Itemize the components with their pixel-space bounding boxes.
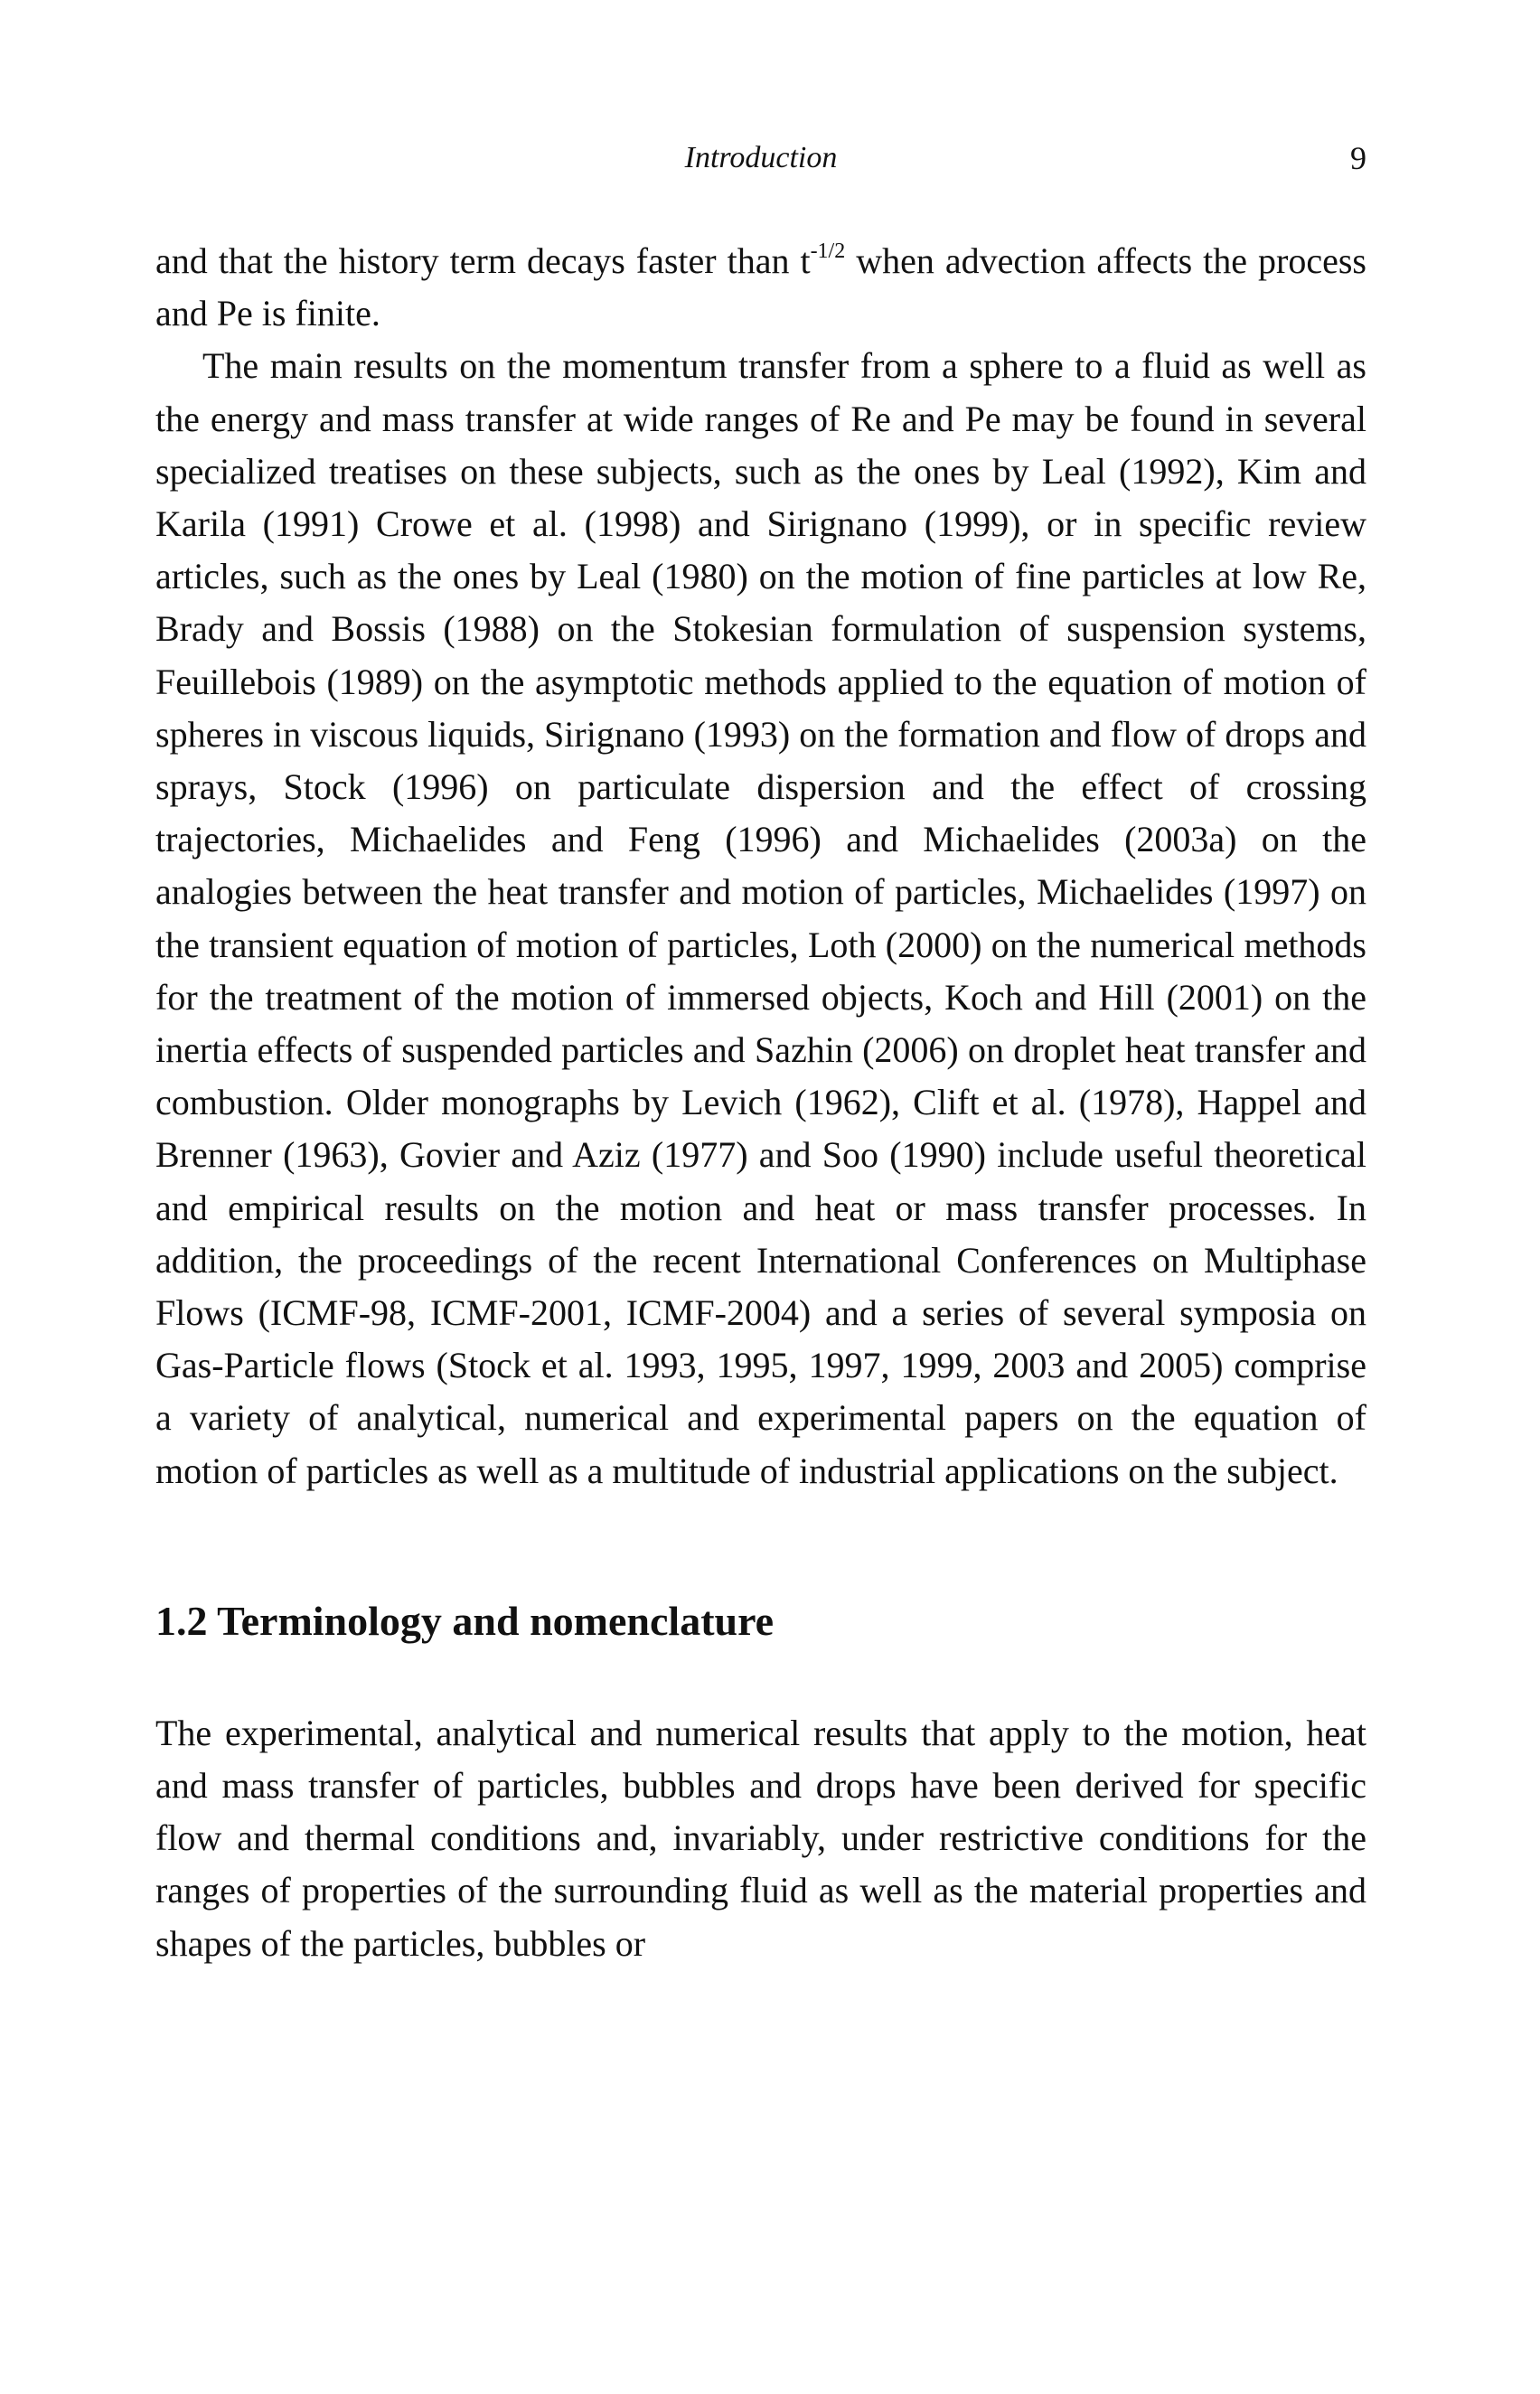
running-header: [155, 136, 1366, 181]
paragraph-terminology: The experimental, analytical and numerical results that apply to the motion, heat and mass transfer of particles, bubbles and drops have been derived for specific flow and thermal conditions and, invariably, under restrictive conditions for the ranges of properties of the surrounding fluid as well as the material properties and shapes of the particles, bubbles or: [155, 1712, 1366, 1964]
page-body: [155, 235, 1366, 1970]
paragraph-literature-review: The main results on the momentum transfer from a sphere to a fluid as well as the energy and mass transfer at wide ranges of Re and Pe may be found in several specialized treatises on these subjects, such as the ones by Leal (1992), Kim and Karila (1991) Crowe et al. (1998) and Sirignano (1999), or in specific review articles, such as the ones by Leal (1980) on the motion of fine particles at low Re, Brady and Bossis (1988) on the Stokesian formulation of suspension systems, Feuillebois (1989) on the asymptotic methods applied to the equation of motion of spheres in viscous liquids, Sirignano (1993) on the formation and flow of drops and sprays, Stock (1996) on particulate dispersion and the effect of crossing trajectories, Michaelides and Feng (1996) and Michaelides (2003a) on the analogies between the heat transfer and motion of particles, Michaelides (1997) on the transient equation of motion of particles, Loth (2000) on the numerical methods for the treatment of the motion of immersed objects, Koch and Hill (2001) on the inertia effects of suspended particles and Sazhin (2006) on droplet heat transfer and combustion. Older monographs by Levich (1962), Clift et al. (1978), Happel and Brenner (1963), Govier and Aziz (1977) and Soo (1990) include useful theoretical and empirical results on the motion and heat or mass transfer processes. In addition, the proceedings of the recent International Conferences on Multiphase Flows (ICMF-98, ICMF-2001, ICMF-2004) and a series of several symposia on Gas-Particle flows (Stock et al. 1993, 1995, 1997, 1999, 2003 and 2005) comprise a variety of analytical, numerical and experimental papers on the equation of motion of particles as well as a multitude of industrial applications on the subject.: [155, 345, 1366, 1491]
running-title: Introduction: [684, 141, 838, 174]
paragraph-text: when advection affects the process and Pe is finite.: [155, 240, 1366, 334]
paragraph-history-term: [155, 235, 1366, 340]
section-heading: 1.2 Terminology and nomenclature: [155, 1597, 775, 1644]
exponent: -1/2: [810, 239, 846, 263]
paragraph-text: and that the history term decays faster than t: [155, 240, 811, 281]
page-number: 9: [1350, 140, 1366, 176]
